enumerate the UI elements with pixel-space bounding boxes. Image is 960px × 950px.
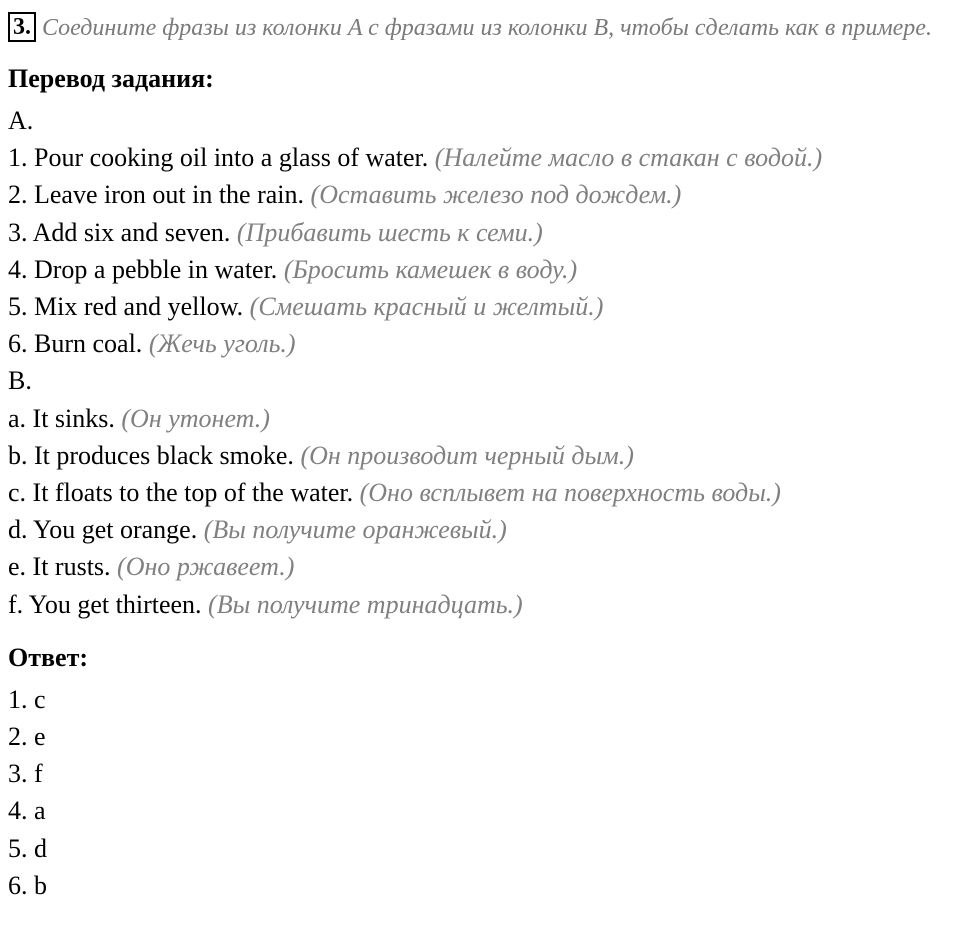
phrase-translation: (Бросить камешек в воду.) [283, 254, 578, 284]
phrase-english: f. You get thirteen. [8, 589, 202, 619]
column-b-label: B. [8, 366, 32, 396]
phrase-translation: (Оно ржавеет.) [117, 552, 295, 582]
phrase-translation: (Оставить железо под дождем.) [310, 180, 682, 210]
phrase-translation: (Жечь уголь.) [148, 329, 296, 359]
phrase-english: 5. Mix red and yellow. [8, 292, 244, 322]
phrase-translation: (Вы получите тринадцать.) [208, 589, 523, 619]
phrase-english: a. It sinks. [8, 403, 115, 433]
answer-item: 5. d [8, 833, 47, 863]
phrase-translation: (Налейте масло в стакан с водой.) [434, 143, 823, 173]
phrase-translation: (Смешать красный и желтый.) [249, 292, 604, 322]
column-a-item [8, 176, 952, 213]
column-a-item [8, 251, 952, 288]
column-a-item [8, 325, 952, 362]
column-a-label: A. [8, 106, 34, 135]
answer-heading: Ответ: [8, 642, 89, 672]
phrase-translation: (Прибавить шесть к семи.) [236, 217, 543, 247]
column-b-item [8, 474, 952, 511]
column-b-item [8, 511, 952, 548]
phrase-english: e. It rusts. [8, 552, 111, 582]
column-b-item [8, 400, 952, 437]
answer-item: 4. a [8, 796, 46, 826]
phrase-translation: (Он производит черный дым.) [300, 440, 634, 470]
column-b-item [8, 437, 952, 474]
column-a-item [8, 288, 952, 325]
column-a-item [8, 214, 952, 251]
column-b-item [8, 548, 952, 585]
phrase-translation: (Он утонет.) [121, 403, 270, 433]
phrase-english: c. It floats to the top of the water. [8, 478, 354, 508]
document-page [8, 10, 952, 904]
answer-item: 1. c [8, 684, 46, 714]
answer-item: 3. f [8, 759, 43, 789]
answer-list [8, 681, 952, 904]
phrase-translation: (Вы получите оранжевый.) [203, 515, 507, 545]
phrases-block [8, 102, 952, 623]
column-a-item [8, 139, 952, 176]
answer-item: 2. e [8, 722, 46, 752]
phrase-translation: (Оно всплывет на поверхность воды.) [359, 478, 781, 508]
phrase-english: d. You get orange. [8, 515, 198, 545]
phrase-english: 1. Pour cooking oil into a glass of water. [8, 143, 429, 173]
phrase-english: b. It produces black smoke. [8, 440, 294, 470]
phrase-english: 6. Burn coal. [8, 329, 143, 359]
phrase-english: 3. Add six and seven. [8, 217, 231, 247]
column-b-item [8, 586, 952, 623]
task-instruction-text: Соедините фразы из колонки A с фразами из колонки B, чтобы сделать как в примере. [42, 15, 932, 41]
phrase-english: 4. Drop a pebble in water. [8, 254, 278, 284]
task-number-badge: 3. [8, 12, 36, 42]
answer-item: 6. b [8, 870, 47, 900]
translation-heading: Перевод задания: [8, 64, 214, 93]
task-instruction-block [8, 10, 952, 46]
phrase-english: 2. Leave iron out in the rain. [8, 180, 305, 210]
